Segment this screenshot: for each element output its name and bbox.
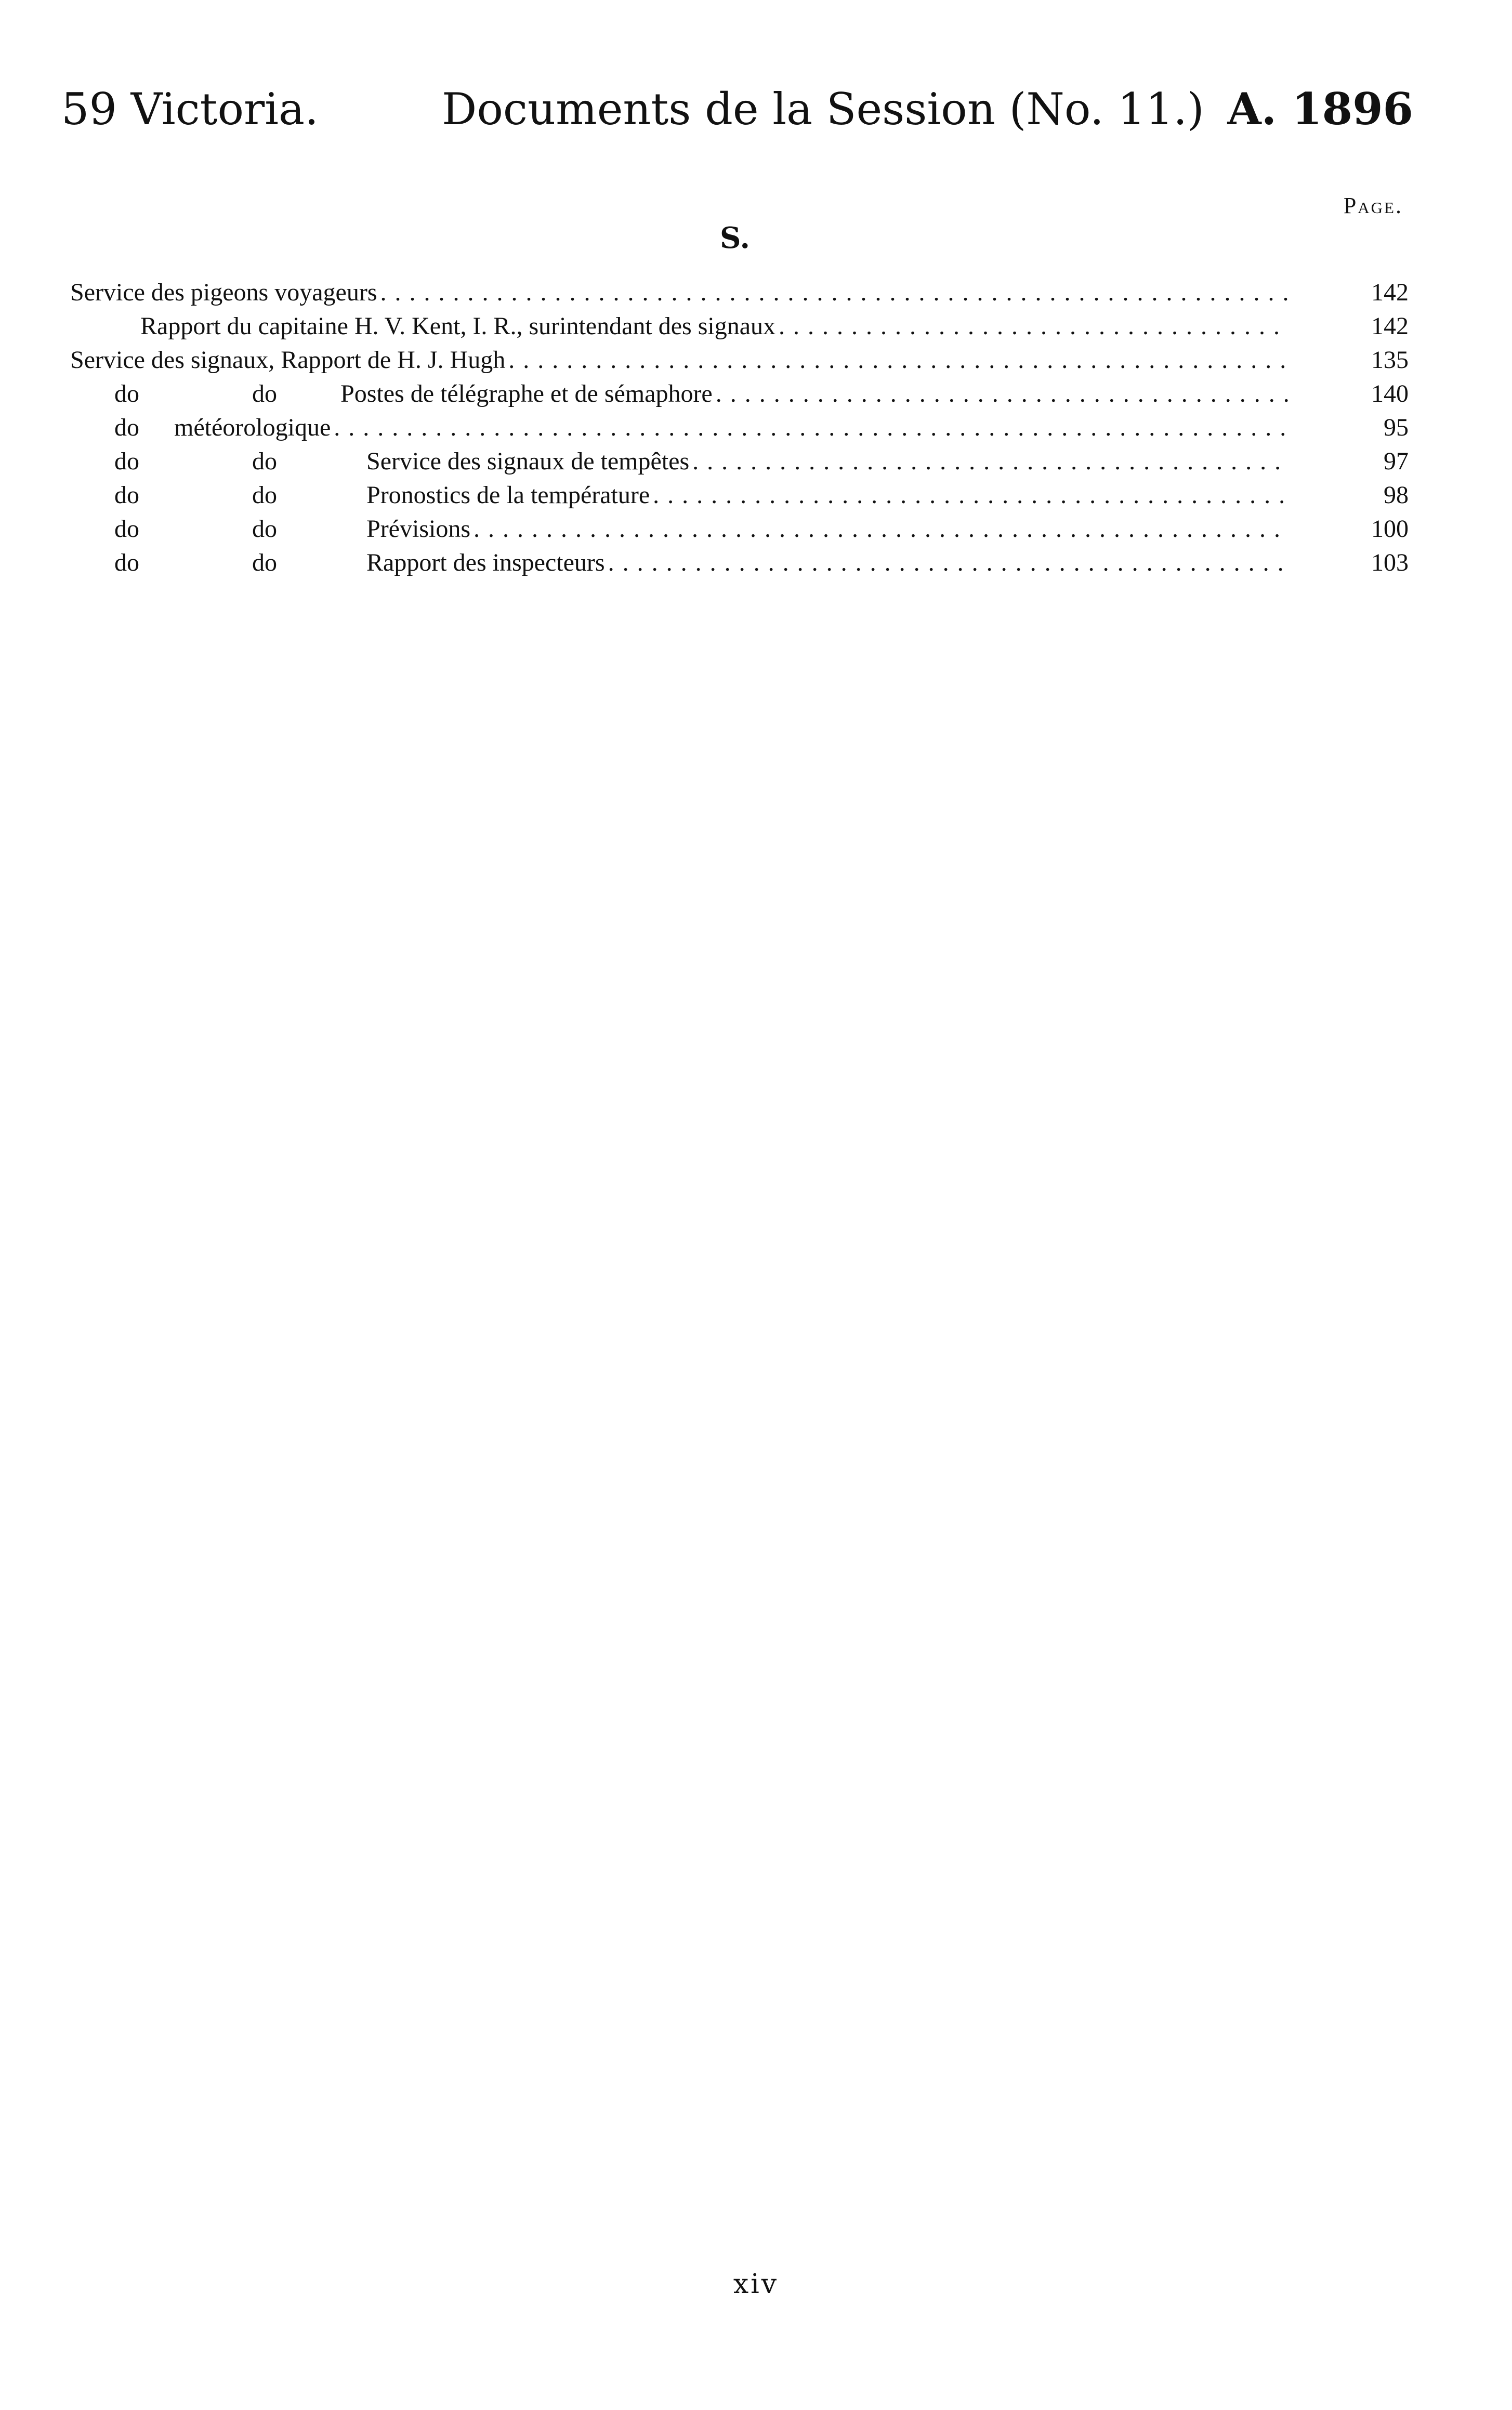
entry-title: Pronostics de la température (366, 481, 653, 509)
ditto-mark: do (114, 515, 139, 543)
entry-page-number: 95 (1384, 414, 1409, 441)
header-volume: 59 Victoria. (61, 84, 319, 135)
entry-title: Service des pigeons voyageurs (70, 279, 380, 306)
entry-page-number: 135 (1371, 346, 1409, 374)
toc-entry (70, 377, 1409, 411)
section-letter: S. (720, 221, 750, 255)
ditto-mark: do (252, 481, 277, 509)
toc-entry (70, 309, 1409, 343)
entry-page-number: 103 (1371, 549, 1409, 576)
ditto-mark: do (114, 447, 139, 475)
entry-page-number: 142 (1371, 312, 1409, 340)
header-title: Documents de la Session (No. 11.) (442, 84, 1204, 135)
entry-title: Service des signaux, Rapport de H. J. Hugh (70, 346, 508, 374)
ditto-mark: do (252, 380, 277, 407)
entry-title: Prévisions (366, 515, 474, 543)
entry-page-number: 100 (1371, 515, 1409, 543)
header-year: A. 1896 (1227, 83, 1413, 135)
ditto-mark: do (114, 414, 139, 441)
toc-entry (70, 444, 1409, 478)
toc-entry (70, 546, 1409, 580)
page-footer-number: xiv (733, 2269, 779, 2300)
entry-title: Postes de télégraphe et de sémaphore (340, 380, 716, 407)
toc-entry (70, 411, 1409, 444)
entry-title: Service des signaux de tempêtes (366, 447, 692, 475)
running-header (0, 78, 1512, 140)
ditto-mark: do (252, 515, 277, 543)
entry-title: météorologique (174, 414, 334, 441)
ditto-mark: do (252, 549, 277, 576)
page-column-label: Page. (1343, 193, 1403, 218)
toc-entry (70, 478, 1409, 512)
entry-page-number: 140 (1371, 380, 1409, 407)
entry-title: Rapport du capitaine H. V. Kent, I. R., surintendant des signaux (140, 312, 779, 340)
ditto-mark: do (252, 447, 277, 475)
toc-entry (70, 275, 1409, 309)
ditto-mark: do (114, 481, 139, 509)
entry-title: Rapport des inspecteurs (366, 549, 608, 576)
table-of-contents (70, 275, 1409, 580)
ditto-mark: do (114, 380, 139, 407)
entry-page-number: 97 (1384, 447, 1409, 475)
entry-page-number: 142 (1371, 279, 1409, 306)
entry-page-number: 98 (1384, 481, 1409, 509)
ditto-mark: do (114, 549, 139, 576)
toc-entry (70, 512, 1409, 546)
toc-entry (70, 343, 1409, 377)
